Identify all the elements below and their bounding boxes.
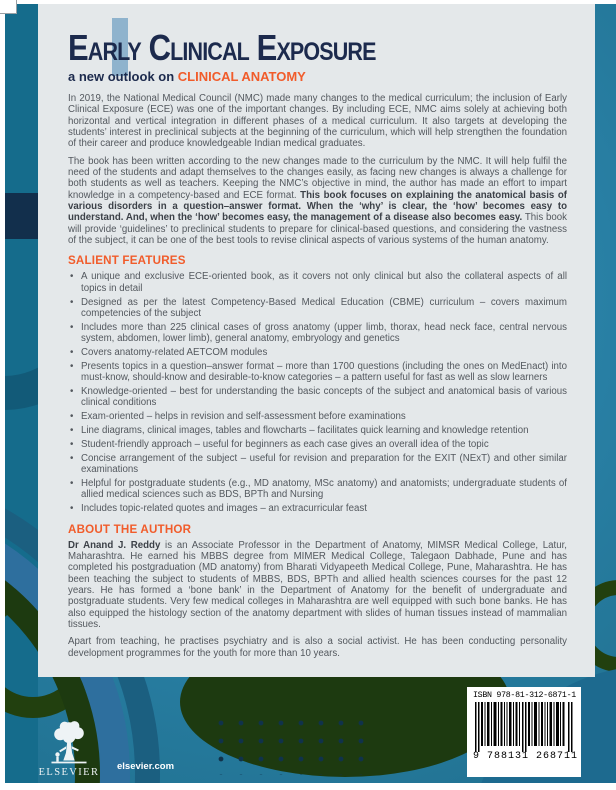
elsevier-tree-icon [46, 720, 92, 766]
isbn-digits: 9 788131 268711 [473, 751, 579, 762]
subtitle-highlight: CLINICAL ANATOMY [177, 69, 306, 84]
intro-paragraph-2-start: The book has been written according to the new changes made to the curriculum by the NMC. It will help fulfil the need of the students and adapt themselves to the changes easily, as facing new changes is always a challenge for both students as well as teachers. Keeping the NMC’s objective in mind, the author has made an effort to impart knowledge in a competency-based and ECE format. [68, 155, 567, 201]
feature-item: • Includes more than 225 clinical cases of gross anatomy (upper limb, thorax, head neck face, central nervous system, abdomen, lower limb), general anatomy, embryology and genetics [68, 322, 567, 345]
intro-paragraph-2-end: This book will provide ‘guidelines’ to preclinical students to prepare for clinical-based questions, and considering the vastness of the subject, it can be one of the best tools to revise clinical aspects of various systems of the human anatomy. [68, 212, 567, 247]
intro-paragraph-2-bold: This book focuses on explaining the anatomical basis of various disorders in a question–answer format. When the ‘why’ is clear, the ‘how’ becomes easy to understand. And, when the ‘how’ becomes easy, the management of a disease also becomes easy. [68, 189, 567, 224]
cover-background [5, 4, 616, 783]
publisher-website: elsevier.com [117, 761, 175, 772]
feature-item: • Knowledge-oriented – best for understanding the basic concepts of the subject and anatomical basis of various clinical conditions [68, 386, 567, 409]
dots-grid-decoration [208, 711, 369, 775]
feature-item: • Concise arrangement of the subject – useful for revision and preparation for the EXIT (NExT) and other similar examinations [68, 453, 567, 476]
publisher-logo-block [37, 720, 101, 778]
feature-item: • Student-friendly approach – useful for beginners as each case gives an overall idea of the topic [68, 439, 567, 450]
isbn-barcode-box [467, 687, 581, 777]
intro-paragraph-1: In 2019, the National Medical Council (NMC) made many changes to the medical curriculum; the inclusion of Early Clinical Exposure (ECE) was one of the important changes. By including ECE, NMC aims solely at achieving both horizontal and vertical integration in different phases of a medical curriculum. It also targets at developing the students’ interest in preclinical subjects at the beginning of the curriculum, which will help strengthen the foundation of their career and produce knowledgeable Indian medical graduates. [68, 93, 567, 150]
title-block [68, 20, 567, 66]
salient-features-list [68, 271, 567, 514]
salient-features-heading: SALIENT FEATURES [68, 254, 186, 268]
feature-item: • Exam-oriented – helps in revision and self-assessment before examinations [68, 411, 567, 422]
feature-item: • Covers anatomy-related AETCOM modules [68, 347, 567, 358]
feature-item: • A unique and exclusive ECE-oriented book, as it covers not only clinical but also the collateral aspects of all topics in detail [68, 271, 567, 294]
author-name: Dr Anand J. Reddy [68, 539, 161, 551]
feature-item: • Line diagrams, clinical images, tables and flowcharts – facilitates quick learning and knowledge retention [68, 425, 567, 436]
feature-item: • Presents topics in a question–answer format – more than 1700 questions (including the ones on MedEnact) into must-know, should-know and desirable-to-know categories – a pattern useful for fast as well as slow learners [68, 361, 567, 384]
content-panel [38, 4, 595, 677]
subtitle-prefix: a new outlook on [68, 69, 178, 84]
feature-item: • Helpful for postgraduate students (e.g., MD anatomy, MSc anatomy) and anatomists; undergraduate students of allied medical sciences such as BDS, BPTh and Nursing [68, 478, 567, 501]
publisher-name: ELSEVIER [38, 767, 100, 778]
intro-paragraph-2 [68, 156, 567, 247]
book-title: Early Clinical Exposure [68, 27, 376, 68]
book-subtitle [68, 69, 567, 84]
author-paragraph-1-rest: is an Associate Professor in the Department of Anatomy, MIMSR Medical College, Latur, Maharashtra. He earned his MBBS degree from MIMER Medical College, Talegaon Dabhade, Pune and has completed his postgraduation (MD anatomy) from Bharati Vidyapeeth Medical College, Pune, Maharashtra. He has been teaching the subject to students of MBBS, BDS, BPTh and allied health sciences courses for the past 12 years. He has formed a ‘bone bank’ in the Department of Anatomy for the benefit of undergraduate and postgraduate students. Very few medical colleges in Maharashtra are well equipped with such bone banks. He has also equipped the histology section of the anatomy department with slides of human tissues instead of mammalian tissues. [68, 539, 567, 630]
author-paragraph-1 [68, 540, 567, 631]
feature-item: • Includes topic-related quotes and images – an extracurricular feast [68, 503, 567, 514]
feature-item: • Designed as per the latest Competency-Based Medical Education (CBME) curriculum – covers maximum competencies of the subject [68, 297, 567, 320]
author-paragraph-2: Apart from teaching, he practises psychiatry and is also a social activist. He has been conducting personality development programmes for the youth for more than 10 years. [68, 636, 567, 659]
isbn-label: ISBN 978-81-312-6871-1 [473, 691, 576, 700]
page-corner-artifact [0, 0, 17, 14]
barcode [475, 702, 573, 752]
about-author-heading: ABOUT THE AUTHOR [68, 522, 192, 536]
